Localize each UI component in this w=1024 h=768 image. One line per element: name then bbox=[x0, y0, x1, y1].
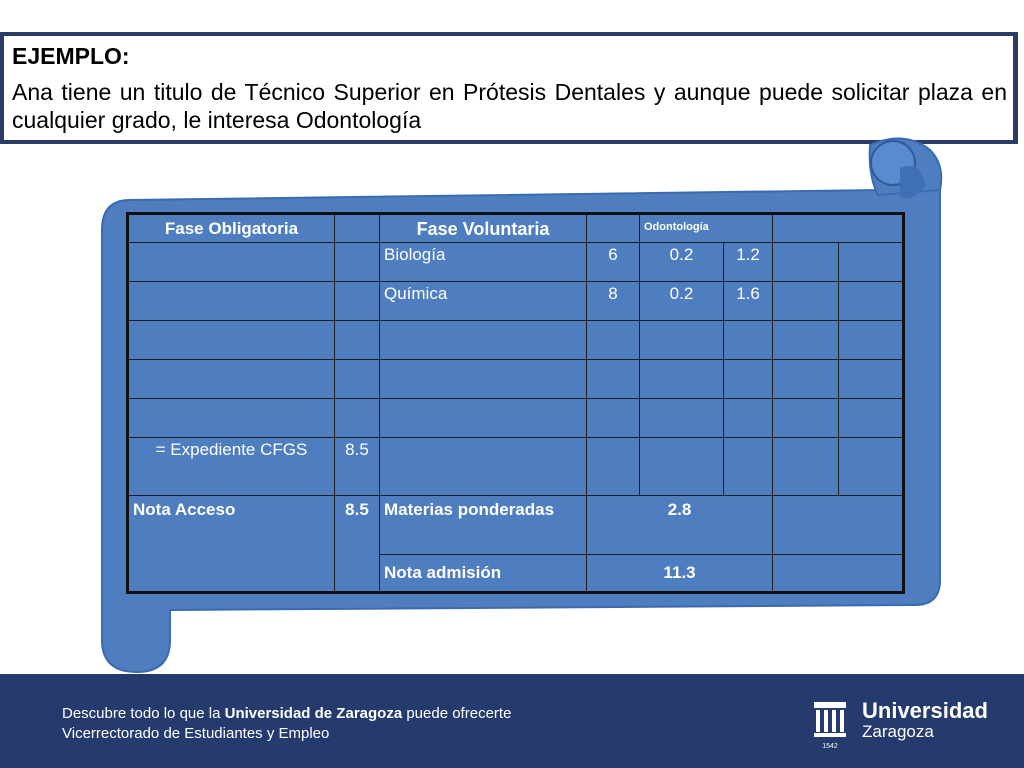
empty-cell bbox=[128, 282, 335, 321]
empty-cell bbox=[773, 496, 904, 555]
crest-year: 1542 bbox=[822, 743, 838, 750]
empty-cell bbox=[773, 360, 839, 399]
example-title: EJEMPLO: bbox=[12, 43, 130, 69]
empty-cell bbox=[128, 399, 335, 438]
footer-line-1-pre: Descubre todo lo que la bbox=[62, 705, 225, 722]
empty-cell bbox=[335, 243, 380, 282]
empty-cell bbox=[640, 399, 724, 438]
footer bbox=[0, 674, 1024, 768]
weight-cell: 0.2 bbox=[640, 282, 724, 321]
empty-cell bbox=[587, 360, 640, 399]
table-row bbox=[128, 243, 904, 282]
empty-cell bbox=[128, 321, 335, 360]
empty-cell bbox=[587, 399, 640, 438]
empty-cell bbox=[839, 438, 904, 496]
expediente-label: = Expediente CFGS bbox=[128, 438, 335, 496]
empty-cell bbox=[128, 243, 335, 282]
nota-admision-label: Nota admisión bbox=[380, 555, 587, 593]
empty-cell bbox=[724, 360, 773, 399]
empty-cell bbox=[335, 214, 380, 243]
subject-cell: Biología bbox=[380, 243, 587, 282]
empty-cell bbox=[773, 438, 839, 496]
subject-cell: Química bbox=[380, 282, 587, 321]
empty-cell bbox=[773, 214, 904, 243]
grade-cell: 6 bbox=[587, 243, 640, 282]
footer-university-name: Universidad de Zaragoza bbox=[224, 705, 403, 722]
weighted-cell: 1.6 bbox=[724, 282, 773, 321]
empty-cell bbox=[587, 214, 640, 243]
header-fase-obligatoria: Fase Obligatoria bbox=[128, 214, 335, 243]
expediente-value: 8.5 bbox=[335, 438, 380, 496]
grades-table bbox=[126, 212, 905, 594]
empty-cell bbox=[839, 360, 904, 399]
empty-cell bbox=[773, 399, 839, 438]
materias-ponderadas-label: Materias ponderadas bbox=[380, 496, 587, 555]
expediente-row bbox=[128, 438, 904, 496]
empty-cell bbox=[335, 282, 380, 321]
logo-zaragoza: Zaragoza bbox=[862, 722, 934, 741]
empty-cell bbox=[640, 438, 724, 496]
empty-cell bbox=[724, 438, 773, 496]
empty-cell bbox=[380, 399, 587, 438]
weight-cell: 0.2 bbox=[640, 243, 724, 282]
university-crest-icon bbox=[812, 700, 848, 750]
empty-cell bbox=[640, 360, 724, 399]
header-fase-voluntaria: Fase Voluntaria bbox=[380, 214, 587, 243]
empty-cell bbox=[380, 360, 587, 399]
empty-cell bbox=[587, 321, 640, 360]
table-row bbox=[128, 399, 904, 438]
empty-cell bbox=[587, 438, 640, 496]
empty-cell bbox=[335, 321, 380, 360]
table-row bbox=[128, 360, 904, 399]
empty-cell bbox=[335, 360, 380, 399]
empty-cell bbox=[724, 321, 773, 360]
logo-university: Universidad bbox=[862, 698, 988, 723]
footer-line-1-post: puede ofrecerte bbox=[402, 705, 512, 722]
empty-cell bbox=[773, 321, 839, 360]
weighted-cell: 1.2 bbox=[724, 243, 773, 282]
header-grado: Odontología bbox=[640, 214, 773, 243]
empty-cell bbox=[839, 399, 904, 438]
empty-cell bbox=[724, 399, 773, 438]
footer-line-2: Vicerrectorado de Estudiantes y Empleo bbox=[62, 725, 330, 742]
empty-cell bbox=[380, 321, 587, 360]
empty-cell bbox=[773, 243, 839, 282]
nota-admision-value: 11.3 bbox=[587, 555, 773, 593]
footer-line-1 bbox=[62, 704, 511, 724]
materias-ponderadas-value: 2.8 bbox=[587, 496, 773, 555]
grade-cell: 8 bbox=[587, 282, 640, 321]
empty-cell bbox=[773, 282, 839, 321]
table-row bbox=[128, 282, 904, 321]
table-header-row bbox=[128, 214, 904, 243]
empty-cell bbox=[839, 282, 904, 321]
nota-acceso-row bbox=[128, 496, 904, 555]
empty-cell bbox=[335, 399, 380, 438]
nota-acceso-value: 8.5 bbox=[335, 496, 380, 593]
nota-acceso-label: Nota Acceso bbox=[128, 496, 335, 593]
empty-cell bbox=[380, 438, 587, 496]
table-row bbox=[128, 321, 904, 360]
empty-cell bbox=[640, 321, 724, 360]
empty-cell bbox=[773, 555, 904, 593]
example-text: Ana tiene un titulo de Técnico Superior en Prótesis Dentales y aunque puede solicitar plaza en cualquier grado, le interesa Odontología bbox=[12, 79, 1007, 133]
empty-cell bbox=[128, 360, 335, 399]
empty-cell bbox=[839, 243, 904, 282]
empty-cell bbox=[839, 321, 904, 360]
